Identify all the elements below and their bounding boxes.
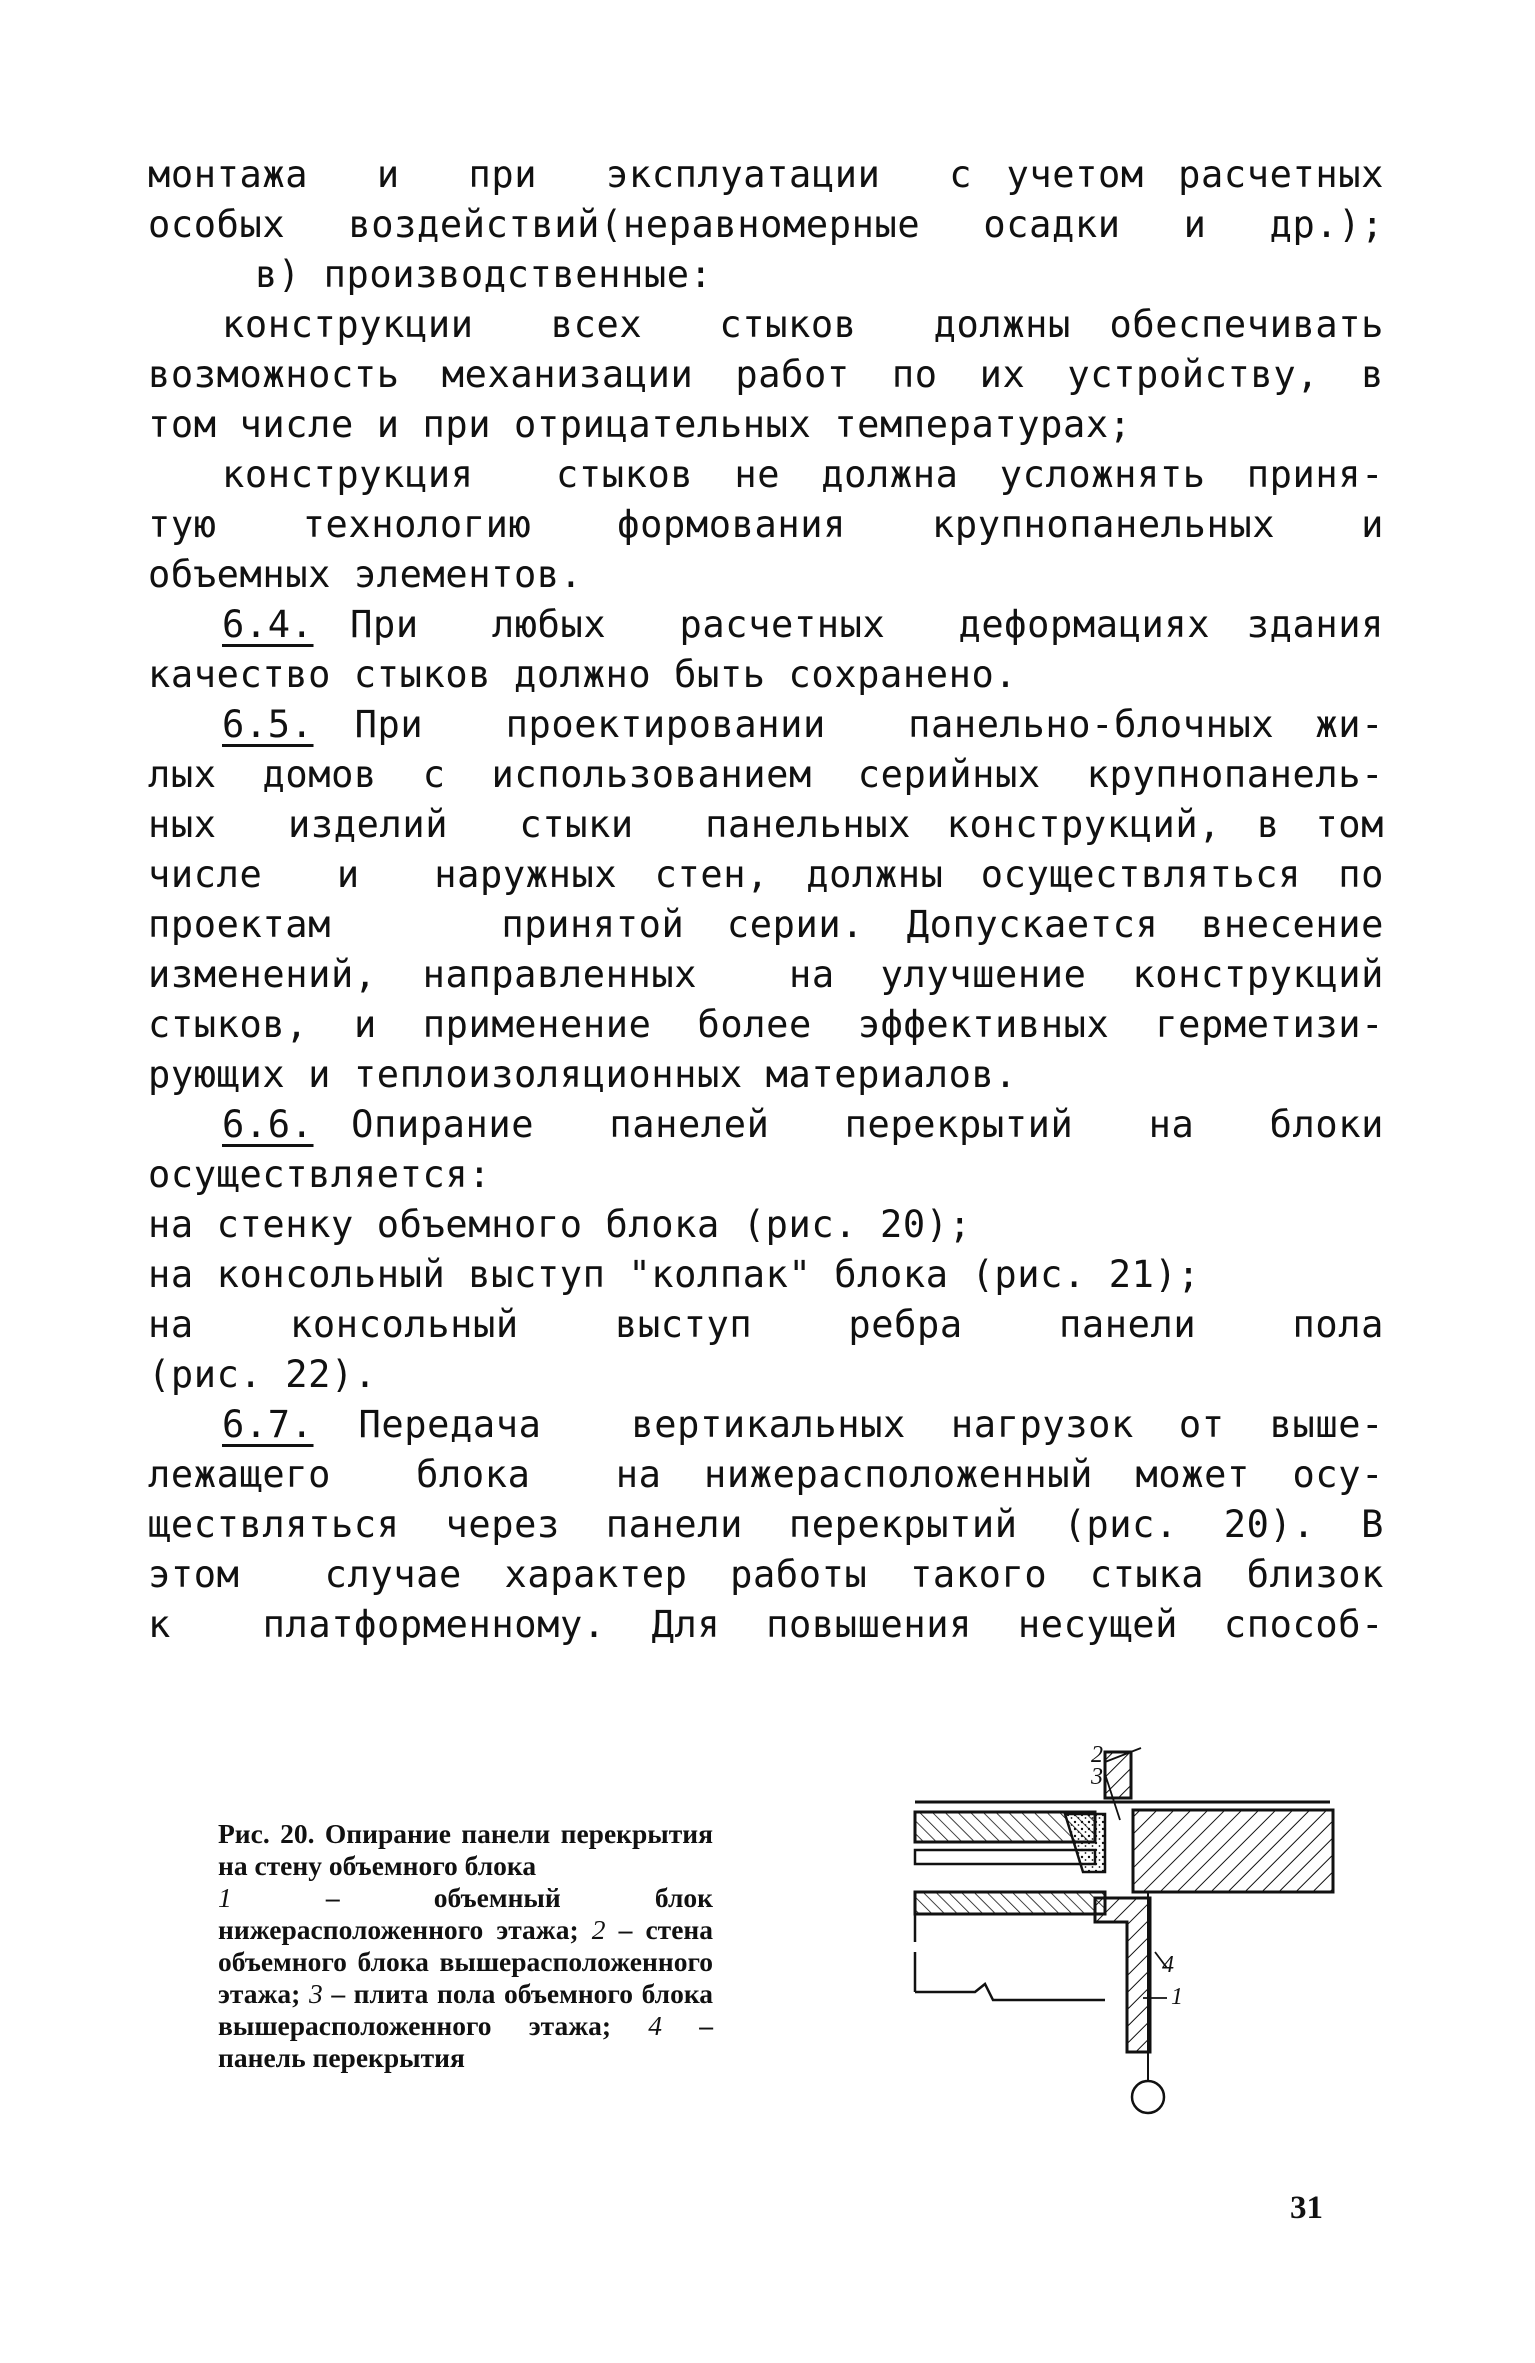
text-line: особых воздействий(неравномерные осадки и др.); bbox=[148, 203, 1384, 246]
paragraph-6-7-line: 6.7. Передача вертикальных нагрузок от выше- bbox=[222, 1403, 1384, 1446]
text-line: проектам принятой серии. Допускается внесение bbox=[148, 903, 1384, 946]
paragraph-6-4-line: 6.4. При любых расчетных деформациях здания bbox=[222, 603, 1384, 646]
paragraph-6-5-line: 6.5. При проектировании панельно-блочных жи- bbox=[222, 703, 1384, 746]
legend-text: – панель перекрытия bbox=[218, 2010, 714, 2073]
page-number: 31 bbox=[1290, 2190, 1323, 2226]
section-number: 6.6. bbox=[222, 1103, 314, 1146]
text-line: лых домов с использованием серийных крупнопанель- bbox=[148, 753, 1384, 796]
floor-panel bbox=[1133, 1810, 1333, 1892]
text-line: качество стыков должно быть сохранено. bbox=[148, 653, 1018, 696]
text-line: ных изделий стыки панельных конструкций, в том bbox=[148, 803, 1384, 846]
legend-text: – плита пола объемного блока вышерасположенного этажа; bbox=[218, 1978, 714, 2041]
legend-number: 3 bbox=[308, 1978, 323, 2009]
legend-number: 2 bbox=[591, 1914, 606, 1945]
text-line: на консольный выступ ребра панели пола bbox=[148, 1303, 1384, 1346]
label-3: 3 bbox=[1091, 1764, 1103, 1790]
caption-legend bbox=[218, 1882, 713, 2074]
caption-title: Рис. 20. Опирание панели перекрытия на стену объемного блока bbox=[218, 1818, 713, 1881]
text-line: конструкции всех стыков должны обеспечивать bbox=[222, 303, 1384, 346]
section-number: 6.5. bbox=[222, 703, 314, 746]
legend-text: – объемный блок нижерасположенного этажа; bbox=[218, 1882, 713, 1945]
text-line: конструкция стыков не должна усложнять приня- bbox=[222, 453, 1384, 496]
section-number: 6.4. bbox=[222, 603, 314, 646]
text-line: осуществляется: bbox=[148, 1153, 492, 1196]
text-line: объемных элементов. bbox=[148, 553, 583, 596]
label-4: 4 bbox=[1162, 1952, 1174, 1978]
text-line: к платформенному. Для повышения несущей способ- bbox=[148, 1603, 1384, 1646]
slab-underside bbox=[915, 1850, 1095, 1864]
label-1: 1 bbox=[1171, 1984, 1183, 2010]
text-line: возможность механизации работ по их устройству, в bbox=[148, 353, 1384, 396]
joint-section-drawing bbox=[905, 1722, 1345, 2142]
text-line: лежащего блока на нижерасположенный может осу- bbox=[148, 1453, 1384, 1496]
paragraph-6-6-line: 6.6. Опирание панелей перекрытий на блоки bbox=[222, 1103, 1384, 1146]
upper-block-wall bbox=[1105, 1752, 1131, 1798]
text-line: (рис. 22). bbox=[148, 1353, 377, 1396]
axis-marker bbox=[1132, 2081, 1164, 2113]
text-line: том числе и при отрицательных температурах; bbox=[148, 403, 1132, 446]
text-line: в) производственные: bbox=[255, 253, 713, 296]
text-line: числе и наружных стен, должны осуществляться по bbox=[148, 853, 1384, 896]
text-line: этом случае характер работы такого стыка близок bbox=[148, 1553, 1384, 1596]
label-2: 2 bbox=[1091, 1742, 1103, 1768]
text-line: изменений, направленных на улучшение конструкций bbox=[148, 953, 1384, 996]
text-line: на стенку объемного блока (рис. 20); bbox=[148, 1203, 972, 1246]
break-line bbox=[915, 1914, 1105, 2000]
legend-number: 1 bbox=[218, 1882, 232, 1913]
text-line: тую технологию формования крупнопанельных и bbox=[148, 503, 1384, 546]
section-number: 6.7. bbox=[222, 1403, 314, 1446]
legend-text: – стена объемного блока вышерасположенного этажа; bbox=[218, 1914, 713, 2009]
lower-block-wall bbox=[1095, 1898, 1150, 2052]
text-line: рующих и теплоизоляционных материалов. bbox=[148, 1053, 1018, 1096]
text-line: стыков, и применение более эффективных герметизи- bbox=[148, 1003, 1384, 1046]
figure-caption bbox=[218, 1818, 713, 2074]
lower-block-ceiling bbox=[915, 1892, 1105, 1914]
text-line: ществляться через панели перекрытий (рис. 20). В bbox=[148, 1503, 1384, 1546]
legend-number: 4 bbox=[648, 2010, 663, 2041]
text-line: монтажа и при эксплуатации с учетом расчетных bbox=[148, 153, 1384, 196]
text-line: на консольный выступ "колпак" блока (рис. 21); bbox=[148, 1253, 1201, 1296]
